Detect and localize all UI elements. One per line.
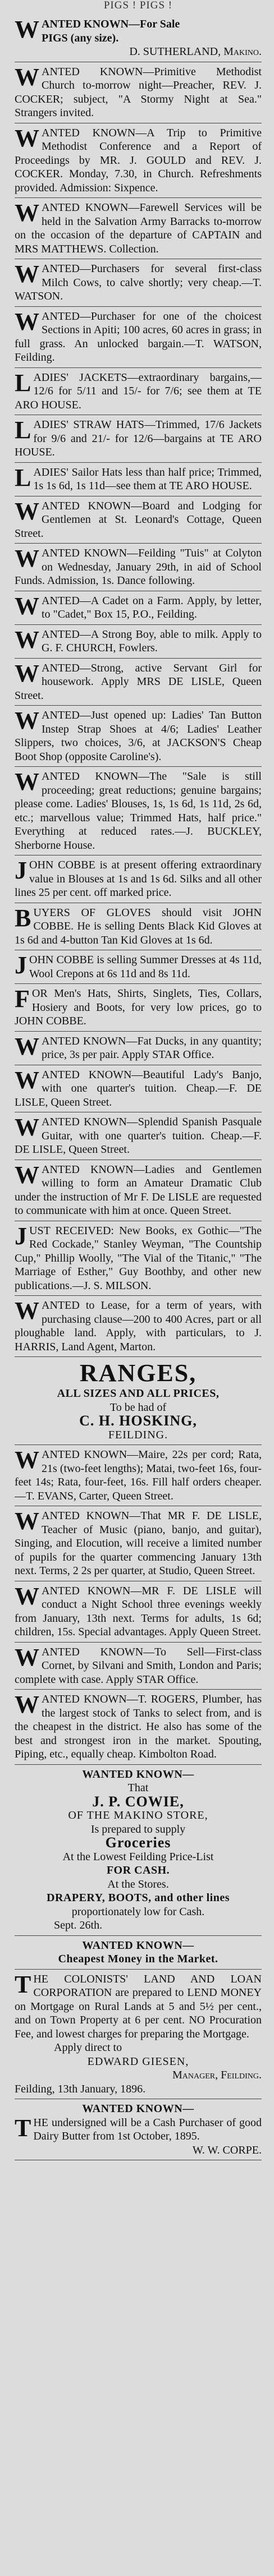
ad-line: Apply direct to xyxy=(54,2041,122,2054)
ad-milch-cows xyxy=(15,259,262,307)
ad-line: WANTED KNOWN— xyxy=(82,1768,194,1781)
ad-line: Cheapest Money in the Market. xyxy=(58,1953,218,1965)
ad-line: proportionately low for Cash. xyxy=(71,1905,205,1918)
ad-text: WANTED KNOWN—Primitive Methodist Church to-morrow night—Preacher, REV. J. COCKER; subject, "A Stormy Night at Sea." Strangers invited. xyxy=(15,63,262,119)
ad-text: JOHN COBBE is selling Summer Dresses at 4s 11d, Wool Crepons at 6s 11d and 8s 11d. xyxy=(15,951,262,980)
ad-text: LADIES' STRAW HATS—Trimmed, 17/6 Jackets for 9/6 and 21/- for 12/6—bargains at TE ARO HOUSE. xyxy=(15,416,262,458)
ad-text: WANTED KNOWN—Board and Lodging for Gentlemen at St. Leonard's Cottage, Queen Street. xyxy=(15,497,262,540)
ad-gloves xyxy=(15,903,262,951)
ad-line: FOR CASH. xyxy=(106,1864,170,1876)
ad-ranges xyxy=(15,1357,262,1445)
ad-ducks xyxy=(15,1032,262,1065)
ad-text: BUYERS OF GLOVES should visit JOHN COBBE. He is selling Dents Black Kid Gloves at 1s 6d and 4-button Tan Kid Gloves at 1s 6d. xyxy=(15,904,262,946)
ad-line: Is prepared to supply xyxy=(90,1823,186,1836)
ad-text: THE COLONISTS' LAND AND LOAN CORPORATION are prepared to LEND MONEY on Mortgage on Rural Lands at 5 and 5½ per cent., and on Town Property at 6 per cent. NO Procuration Fee, and lowest charges for preparing the Mortgage. xyxy=(15,1970,262,2040)
ad-sailor-hats xyxy=(15,463,262,496)
ad-line: At the Lowest Feilding Price-List xyxy=(62,1850,214,1863)
ad-line: Manager, Feilding. xyxy=(172,2069,262,2081)
ad-text: WANTED to Lease, for a term of years, with purchasing clause—200 to 400 Acres, part or all ploughable land. Apply, with particulars, to J. HARRIS, Land Agent, Marton. xyxy=(15,1297,262,1353)
ad-text: WANTED—Purchaser for one of the choicest Sections in Apiti; 100 acres, 60 acres in grass; in full grass. An unlocked bargain.—T. WATSON, Feilding. xyxy=(15,307,262,364)
ad-text: WANTED KNOWN—Farewell Services will be held in the Salvation Army Barracks to-morrow on the occasion of the departure of CAPTAIN and MRS MATTHEWS. Collection. xyxy=(15,199,262,255)
ad-guitar xyxy=(15,1112,262,1160)
ad-line: At the Stores. xyxy=(107,1878,169,1890)
ad-text: THE undersigned will be a Cash Purchaser of good Dairy Butter from 1st October, 1895. xyxy=(15,2114,262,2142)
ad-farewell xyxy=(15,198,262,259)
ad-servant xyxy=(15,659,262,706)
ad-line: Groceries xyxy=(105,1834,171,1851)
ad-text: LADIES' Sailor Hats less than half price; Trimmed, 1s 1s 6d, 1s 11d—see them at TE ARO HOUSE. xyxy=(15,463,262,492)
ad-cheapest-money xyxy=(15,1936,262,1970)
ad-text: WANTED KNOWN—That MR F. DE LISLE, Teacher of Music (piano, banjo, and guitar), Singing, and Elocution, will receive a limited number of pupils for the quarter commencing January 13th next. Terms, 2 2s per quarter, at Studio, Queen Street. xyxy=(15,1507,262,1577)
ad-text: FOR Men's Hats, Shirts, Singlets, Ties, Collars, Hosiery and Boots, for very low prices, go to JOHN COBBE. xyxy=(15,985,262,1027)
ad-cobbe-offering xyxy=(15,855,262,903)
ad-pupils xyxy=(15,1506,262,1581)
ad-text: WANTED KNOWN—Splendid Spanish Pasquale Guitar, with one quarter's tuition. Cheap.—F. DE LISLE, Queen Street. xyxy=(15,1114,262,1156)
ad-name: J. P. COWIE, xyxy=(92,1793,184,1810)
ad-maire xyxy=(15,1445,262,1506)
ad-jackets xyxy=(15,368,262,416)
ad-night-school xyxy=(15,1581,262,1643)
ad-text: WANTED KNOWN—To Sell—First-class Cornet, by Silvani and Smith, London and Paris; complete with case. Apply STAR Office. xyxy=(15,1643,262,1686)
ad-line: Sept. 26th. xyxy=(54,1919,103,1931)
ad-name: C. H. HOSKING, xyxy=(79,1413,197,1429)
ad-line: That xyxy=(127,1782,149,1794)
ad-subheading: ALL SIZES AND ALL PRICES, xyxy=(57,1387,220,1400)
ad-text: WANTED KNOWN—The "Sale is still proceeding; great reductions; genuine bargains; please come. Ladies' Blouses, 1s, 1s 6d, 1s 11d, 2s 6d, etc.; marvellous value; Trimmed Hats, half price." Everything at reduced rates.—J. BUCKLEY, Sherborne House. xyxy=(15,768,262,852)
ad-line: Feilding, 13th January, 1896. xyxy=(15,2082,146,2095)
ad-heading: RANGES, xyxy=(79,1359,197,1387)
ad-pigs xyxy=(15,15,262,62)
ad-line: OF THE MAKINO STORE, xyxy=(68,1809,208,1821)
ad-text: LADIES' JACKETS—extraordinary bargains,—12/6 for 5/11 and 15/- for 7/6; see them at TE ARO HOUSE. xyxy=(15,369,262,411)
ad-signature: W. W. CORPE. xyxy=(192,2143,262,2156)
ad-text: WANTED KNOWN—MR F. DE LISLE will conduct a Night School three evenings weekly from January, 13th next. Terms for adults, 1s 6d; children, 15s. Special advantages. Apply Queen Street. xyxy=(15,1582,262,1638)
ad-dramatic-club xyxy=(15,1160,262,1221)
ad-text: WANTED KNOWN—Maire, 22s per cord; Rata, 21s (two-feet lengths); Matai, two-feet 16s, four-feet 14s; Rata, four-feet, 16s. Fill half orders cheaper.—T. EVANS, Carter, Queen Street. xyxy=(15,1446,262,1502)
ad-signature: D. SUTHERLAND, Makino. xyxy=(129,45,262,58)
ad-line: WANTED KNOWN—For Sale xyxy=(15,16,180,43)
ad-text: WANTED KNOWN—A Trip to Primitive Methodist Conference and a Report of Proceedings by MR. J. GOULD and REV. J. COCKER. Monday, 7.30, in Church. Refreshments provided. Admission: Sixpence. xyxy=(15,124,262,194)
ad-trip xyxy=(15,123,262,199)
ad-text: WANTED KNOWN—Ladies and Gentlemen willing to form an Amateur Dramatic Club under the instruction of Mr F. De LISLE are requested to communicate with him at once. Queen Street. xyxy=(15,1161,262,1217)
ad-text: WANTED KNOWN—Fat Ducks, in any quantity; price, 3s per pair. Apply STAR Office. xyxy=(15,1032,262,1061)
ad-line: To be had of xyxy=(109,1401,167,1414)
ad-cobbe-summer xyxy=(15,950,262,984)
ad-board xyxy=(15,496,262,544)
ad-text: WANTED—A Cadet on a Farm. Apply, by letter, to "Cadet," Box 15, P.O., Feilding. xyxy=(15,592,262,620)
ad-cornet xyxy=(15,1643,262,1690)
ad-cowie xyxy=(15,1765,262,1936)
ad-methodist xyxy=(15,62,262,123)
ad-books xyxy=(15,1221,262,1296)
ad-purchaser xyxy=(15,307,262,368)
ad-jackson xyxy=(15,706,262,767)
ad-line: WANTED KNOWN— xyxy=(82,1939,194,1952)
ad-line: DRAPERY, BOOTS, and other lines xyxy=(47,1892,230,1904)
ad-text: WANTED KNOWN—Feilding "Tuis" at Colyton on Wednesday, January 29th, in aid of School Funds. Admission, 1s. Dance following. xyxy=(15,545,262,587)
ad-straw-hats xyxy=(15,415,262,463)
ad-rogers xyxy=(15,1690,262,1765)
ad-sale xyxy=(15,767,262,855)
ad-mens xyxy=(15,984,262,1032)
ad-boy xyxy=(15,625,262,659)
ad-lease xyxy=(15,1296,262,1357)
ad-text: WANTED KNOWN—Beautiful Lady's Banjo, with one quarter's tuition. Cheap.—F. DE LISLE, Queen Street. xyxy=(15,1066,262,1108)
ad-colonists xyxy=(15,1970,262,2100)
ad-text: WANTED—Purchasers for several first-class Milch Cows, to calve shortly; very cheap.—T. WATSON. xyxy=(15,260,262,302)
ad-tuis xyxy=(15,544,262,591)
ad-line: PIGS (any size). xyxy=(42,31,119,44)
ad-line: WANTED KNOWN— xyxy=(82,2103,194,2115)
ad-text: JOHN COBBE is at present offering extraordinary value in Blouses at 1s and 1s 6d. Silks and all other lines 25 per cent. off marked price. xyxy=(15,857,262,899)
ad-text: WANTED—Just opened up: Ladies' Tan Button Instep Strap Shoes at 4/6; Ladies' Leather Slippers, two choices, 3/6, at JACKSON'S Cheap Boot Shop (opposite Caroline's). xyxy=(15,707,262,763)
ad-text: WANTED—Strong, active Servant Girl for housework. Apply MRS DE LISLE, Queen Street. xyxy=(15,659,262,702)
ad-text: JUST RECEIVED: New Books, ex Gothic—"The Red Cockade," Stanley Weyman, "The Countship Cup," Phillip Woolly, "The Vial of the Titanic," "The Marriage of Esther," Guy Boothby, and other new publications.—J. S. MILSON. xyxy=(15,1222,262,1292)
ad-place: FEILDING. xyxy=(108,1428,168,1441)
ad-line: EDWARD GIESEN, xyxy=(87,2055,189,2068)
ad-dairy xyxy=(15,2099,262,2160)
ad-text: WANTED KNOWN—T. ROGERS, Plumber, has the largest stock of Tanks to select from, and is the cheapest in the district. He also has some of the best and strongest iron in the market. Spouting, Piping, etc., equally cheap. Kimbolton Road. xyxy=(15,1691,262,1760)
ad-text: WANTED—A Strong Boy, able to milk. Apply to G. F. CHURCH, Fowlers. xyxy=(15,625,262,654)
ad-cadet xyxy=(15,591,262,625)
masthead: PIGS ! PIGS ! xyxy=(103,0,173,11)
ad-banjo xyxy=(15,1065,262,1113)
